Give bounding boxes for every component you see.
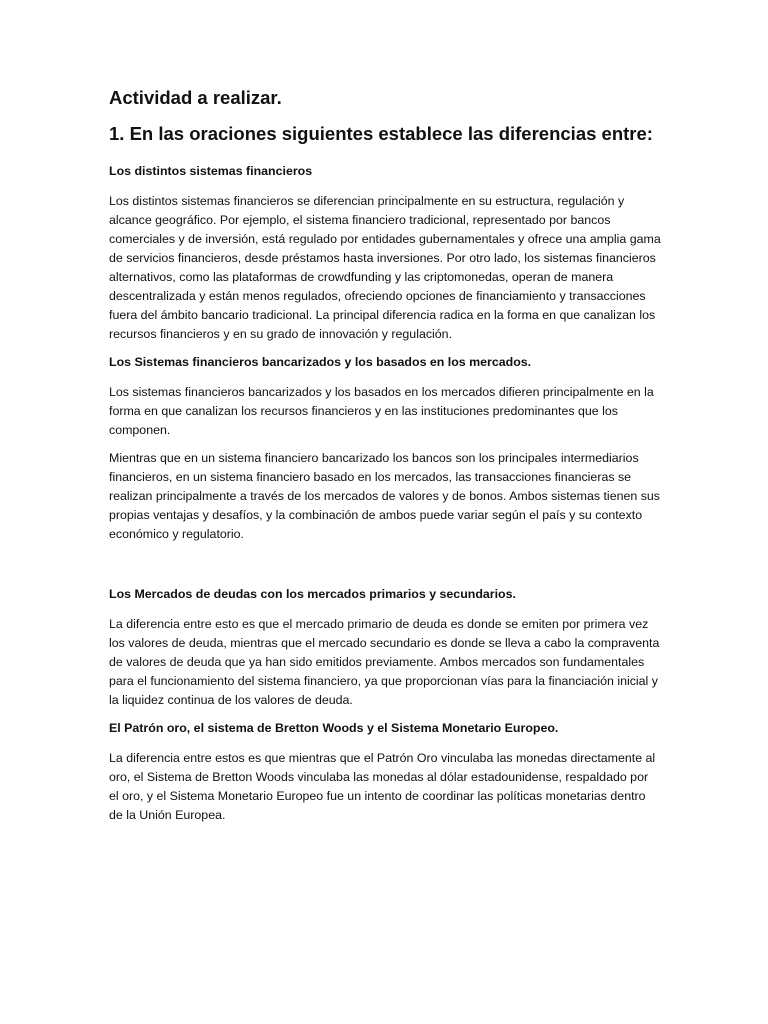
section-heading: Los Sistemas financieros bancarizados y los basados en los mercados. [109,355,532,369]
section-heading: El Patrón oro, el sistema de Bretton Woods y el Sistema Monetario Europeo. [109,721,559,735]
section-bancarizados-mercados [109,353,661,544]
section-heading: Los distintos sistemas financieros [109,164,313,178]
section-paragraph: La diferencia entre esto es que el mercado primario de deuda es donde se emiten por primera vez los valores de deuda, mientras que el mercado secundario es donde se lleva a cabo la compraventa de valores de deuda que ya han sido emitidos previamente. Ambos mercados son fundamentales para el funcionamiento del sistema financiero, ya que proporcionan vías para la financiación inicial y la liquidez continua de los valores de deuda. [109,617,660,707]
section-mercados-deuda [109,585,661,710]
section-paragraph: Mientras que en un sistema financiero bancarizado los bancos son los principales intermediarios financieros, en un sistema financiero basado en los mercados, las transacciones financieras se realizan principalmente a través de los mercados de valores y de bonos. Ambos sistemas tienen sus propias ventajas y desafíos, y la combinación de ambos puede variar según el país y su contexto económico y regulatorio. [109,451,660,541]
blank-spacer [109,553,661,585]
document-subtitle: 1. En las oraciones siguientes establece las diferencias entre: [109,123,653,144]
section-patron-oro [109,719,661,825]
document-title: Actividad a realizar. [109,87,282,108]
document-page [109,86,661,834]
section-paragraph: Los distintos sistemas financieros se diferencian principalmente en su estructura, regulación y alcance geográfico. Por ejemplo, el sistema financiero tradicional, representado por bancos comerciales y de inversión, está regulado por entidades gubernamentales y ofrece una amplia gama de servicios financieros, desde préstamos hasta inversiones. Por otro lado, los sistemas financieros alternativos, como las plataformas de crowdfunding y las criptomonedas, operan de manera descentralizada y están menos regulados, ofreciendo opciones de financiamiento y transacciones fuera del ámbito bancario tradicional. La principal diferencia radica en la forma en que canalizan los recursos financieros y en su grado de innovación y regulación. [109,194,661,341]
section-paragraph: Los sistemas financieros bancarizados y los basados en los mercados difieren principalmente en la forma en que canalizan los recursos financieros y en las instituciones predominantes que los componen. [109,385,654,437]
section-sistemas-financieros [109,162,661,344]
section-heading: Los Mercados de deudas con los mercados primarios y secundarios. [109,587,516,601]
section-paragraph: La diferencia entre estos es que mientras que el Patrón Oro vinculaba las monedas directamente al oro, el Sistema de Bretton Woods vinculaba las monedas al dólar estadounidense, respaldado por el oro, y el Sistema Monetario Europeo fue un intento de coordinar las políticas monetarias dentro de la Unión Europea. [109,751,656,822]
